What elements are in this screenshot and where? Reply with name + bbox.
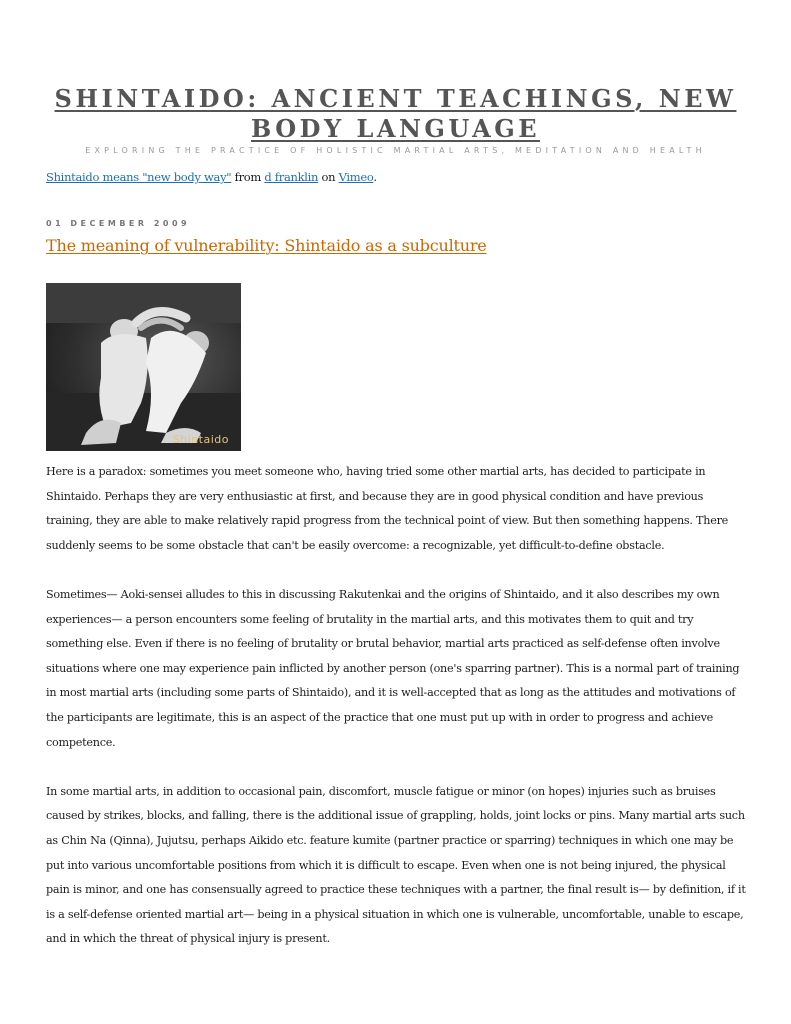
post-paragraph: Sometimes— Aoki-sensei alludes to this in discussing Rakutenkai and the origins of Shintaido, and it also describes my own experiences— a person encounters some feeling of brutality in the martial arts, and this motivates them to quit and try something else. Even if there is no feeling of brutality or brutal behavior, martial arts practiced as self-defense often involve situations where one may experience pain inflicted by another person (one's sparring partner). This is a normal part of training in most martial arts (including some parts of Shintaido), and it is well-accepted that as long as the attitudes and motivations of the participants are legitimate, this is an aspect of the practice that one must put up with in order to progress and achieve competence. (46, 587, 740, 749)
martial-artists-illustration (46, 283, 241, 451)
photo-caption: Shintaido (172, 433, 229, 446)
post-title-link[interactable]: The meaning of vulnerability: Shintaido as a subculture (46, 236, 487, 255)
post-photo[interactable] (46, 283, 241, 451)
post-date: 01 DECEMBER 2009 (46, 219, 191, 228)
vimeo-link[interactable]: Vimeo (338, 170, 374, 184)
post-body (46, 460, 746, 976)
blog-tagline: EXPLORING THE PRACTICE OF HOLISTIC MARTIAL ARTS, MEDITATION AND HEALTH (85, 146, 706, 155)
vimeo-credit (46, 170, 377, 184)
on-text: on (318, 170, 339, 184)
blog-header (40, 84, 751, 155)
video-link[interactable]: Shintaido means "new body way" (46, 170, 232, 184)
post-paragraph: Here is a paradox: sometimes you meet someone who, having tried some other martial arts, has decided to participate in Shintaido. Perhaps they are very enthusiastic at first, and because they are in good physical condition and have previous training, they are able to make relatively rapid progress from the technical point of view. But then something happens. There suddenly seems to be some obstacle that can't be easily overcome: a recognizable, yet difficult-to-define obstacle. (46, 465, 729, 552)
author-link[interactable]: d franklin (264, 170, 319, 184)
blog-title[interactable]: SHINTAIDO: ANCIENT TEACHINGS, NEW BODY LANGUAGE (54, 84, 737, 143)
from-text: from (231, 170, 265, 184)
post-paragraph: In some martial arts, in addition to occasional pain, discomfort, muscle fatigue or minor (on hopes) injuries such as bruises caused by strikes, blocks, and falling, there is the additional issue of grappling, holds, joint locks or pins. Many martial arts such as Chin Na (Qinna), Jujutsu, perhaps Aikido etc. feature kumite (partner practice or sparring) techniques in which one may be put into various uncomfortable positions from which it is difficult to escape. Even when one is not being injured, the physical pain is minor, and one has consensually agreed to practice these techniques with a partner, the final result is— by definition, if it is a self-defense oriented martial art— being in a physical situation in which one is vulnerable, uncomfortable, unable to escape, and in which the threat of physical injury is present. (46, 784, 746, 946)
period-text: . (373, 170, 377, 184)
